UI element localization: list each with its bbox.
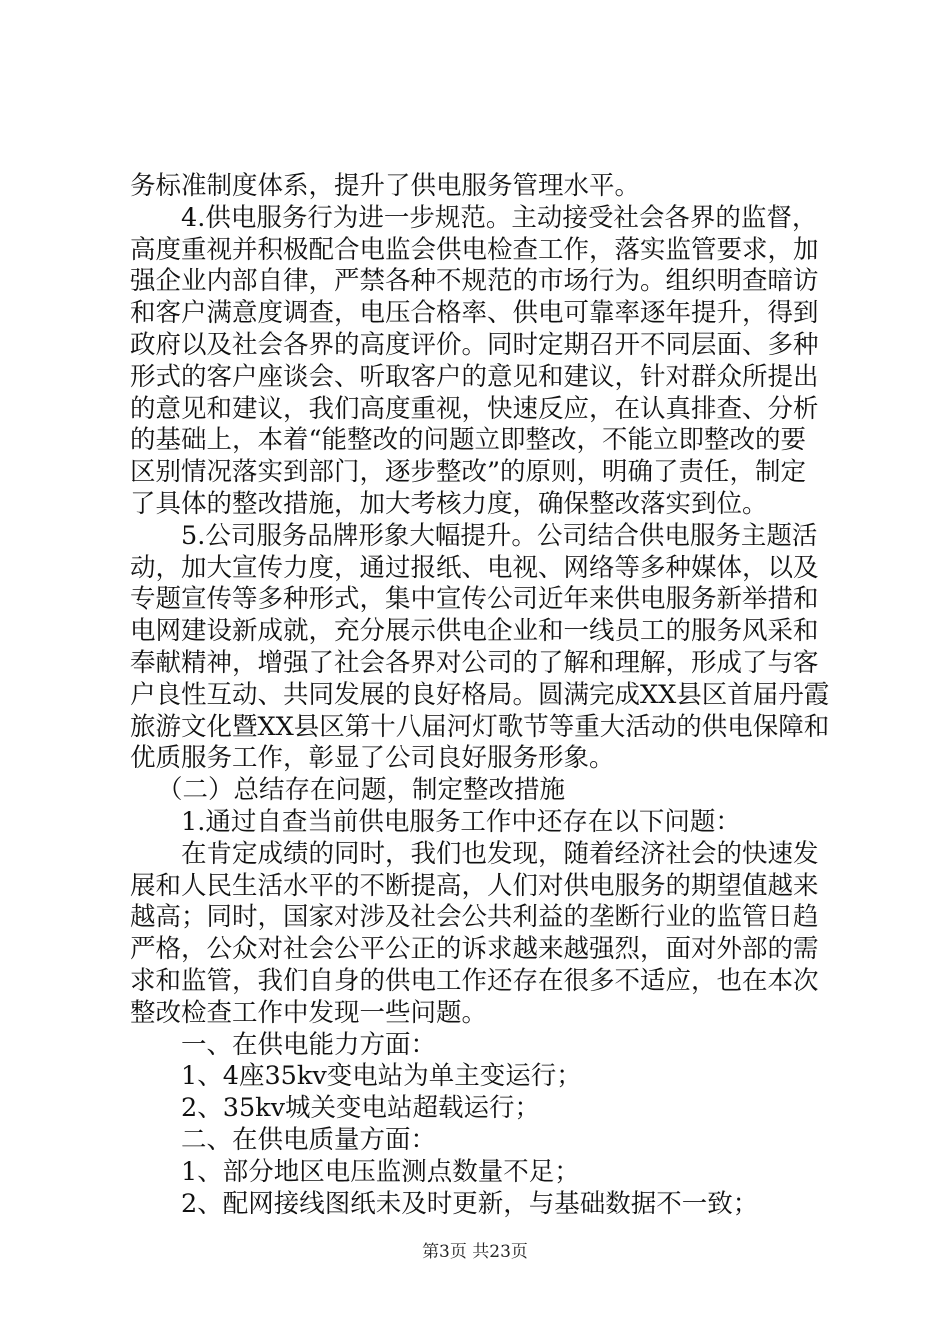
list-item: 2、配网接线图纸未及时更新，与基础数据不一致；	[181, 1188, 759, 1219]
body-text-line: 政府以及社会各界的高度评价。同时定期召开不同层面、多种	[130, 330, 819, 360]
section-heading: （二）总结存在问题，制定整改措施	[157, 775, 566, 806]
body-text-line: 形式的客户座谈会、听取客户的意见和建议，针对群众所提出	[130, 361, 819, 392]
body-text-line: 求和监管，我们自身的供电工作还存在很多不适应，也在本次	[130, 966, 819, 996]
body-text-line: 严格，公众对社会公平公正的诉求越来越强烈，面对外部的需	[130, 934, 819, 965]
body-text-line: 动，加大宣传力度，通过报纸、电视、网络等多种媒体，以及	[130, 552, 819, 583]
paragraph-heading-4: 4.供电服务行为进一步规范。主动接受社会各界的监督，	[181, 202, 818, 233]
list-heading: 一、在供电能力方面：	[181, 1029, 437, 1060]
continuation-region	[0, 1197, 950, 1344]
page-footer: 第3页 共23页	[422, 1242, 528, 1262]
list-heading: 二、在供电质量方面：	[181, 1125, 437, 1155]
list-item: 2、35kv城关变电站超载运行；	[181, 1093, 541, 1124]
body-text-line: 奉献精神，增强了社会各界对公司的了解和理解，形成了与客	[130, 648, 819, 678]
paragraph-heading-5: 5.公司服务品牌形象大幅提升。公司结合供电服务主题活	[181, 520, 818, 551]
body-text-line: 务标准制度体系，提升了供电服务管理水平。	[130, 171, 641, 201]
body-text-line: 户良性互动、共同发展的良好格局。圆满完成XX县区首届丹霞	[130, 679, 830, 710]
list-item: 1、4座35kv变电站为单主变运行；	[181, 1061, 582, 1092]
body-text-line: 和客户满意度调查，电压合格率、供电可靠率逐年提升，得到	[130, 298, 819, 329]
body-text-line: 电网建设新成就，充分展示供电企业和一线员工的服务风采和	[130, 616, 819, 647]
body-text-line: 区别情况落实到部门，逐步整改”的原则，明确了责任，制定	[130, 457, 807, 488]
body-text-line: 的意见和建议，我们高度重视，快速反应，在认真排查、分析	[130, 393, 819, 424]
body-text-line: 高度重视并积极配合电监会供电检查工作，落实监管要求，加	[130, 234, 819, 265]
body-text-line: 强企业内部自律，严禁各种不规范的市场行为。组织明查暗访	[130, 266, 819, 297]
body-text-line: 专题宣传等多种形式，集中宣传公司近年来供电服务新举措和	[130, 584, 819, 615]
body-text-line: 旅游文化暨XX县区第十八届河灯歌节等重大活动的供电保障和	[130, 711, 830, 742]
body-text-line: 展和人民生活水平的不断提高，人们对供电服务的期望值越来	[130, 870, 819, 901]
body-text-line: 整改检查工作中发现一些问题。	[130, 997, 488, 1028]
body-text-line: 在肯定成绩的同时，我们也发现，随着经济社会的快速发	[181, 838, 819, 869]
subsection-heading: 1.通过自查当前供电服务工作中还存在以下问题：	[181, 807, 741, 837]
list-item: 1、部分地区电压监测点数量不足；	[181, 1156, 580, 1187]
body-text-line: 越高；同时，国家对涉及社会公共利益的垄断行业的监管日趋	[130, 902, 819, 933]
body-text-line: 的基础上，本着“能整改的问题立即整改，不能立即整改的要	[130, 425, 807, 456]
body-text-line: 优质服务工作，彰显了公司良好服务形象。	[130, 743, 615, 774]
body-text-line: 了具体的整改措施，加大考核力度，确保整改落实到位。	[130, 489, 768, 519]
